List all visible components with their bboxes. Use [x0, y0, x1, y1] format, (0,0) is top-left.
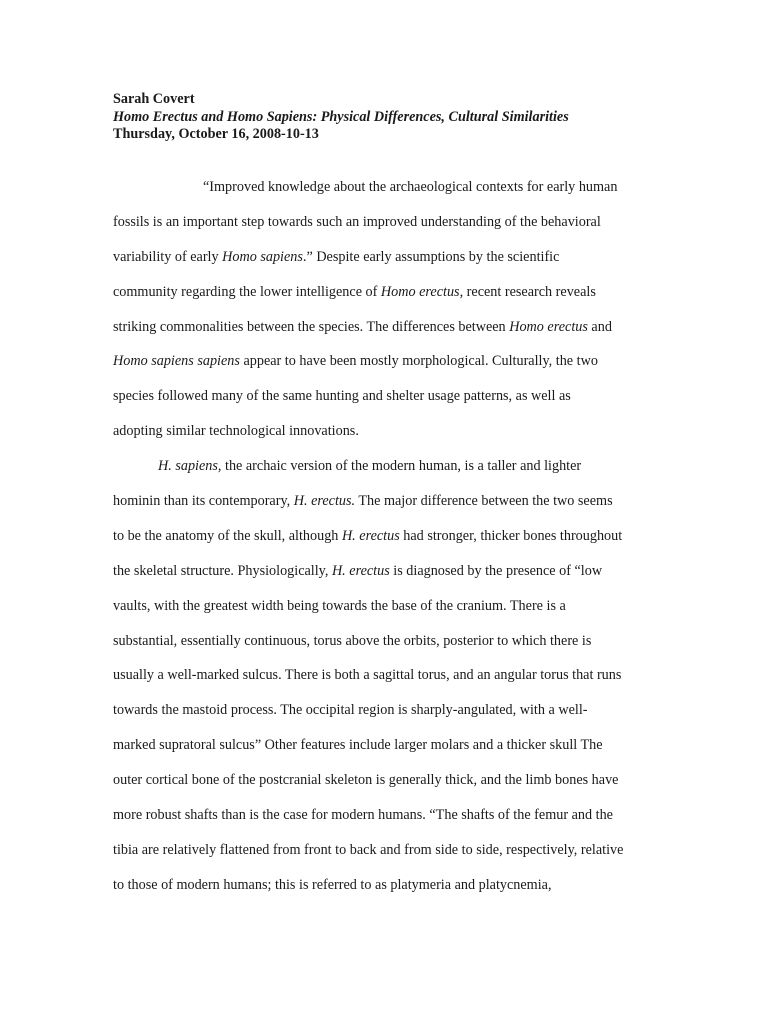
- text-line: [113, 839, 673, 874]
- italic-term: Homo sapiens sapiens: [113, 353, 240, 370]
- text-segment: substantial, essentially continuous, torus above the orbits, posterior to which there is: [113, 632, 592, 649]
- text-segment: towards the mastoid process. The occipital region is sharply-angulated, with a well-: [113, 702, 588, 719]
- author-name: Sarah Covert: [113, 91, 195, 107]
- text-segment: is diagnosed by the presence of “low: [389, 562, 603, 579]
- text-segment: the skeletal structure. Physiologically,: [113, 562, 332, 579]
- text-segment: hominin than its contemporary,: [113, 493, 294, 510]
- essay-date: Thursday, October 16, 2008-10-13: [113, 126, 319, 142]
- text-line: [113, 490, 673, 525]
- text-line: [113, 455, 673, 490]
- text-segment: tibia are relatively flattened from front to back and from side to side, respectively, relative: [113, 841, 624, 858]
- text-segment: striking commonalities between the species. The differences between: [113, 318, 510, 335]
- italic-term: H. erectus: [341, 527, 400, 544]
- text-line: [113, 211, 673, 246]
- text-segment: more robust shafts than is the case for modern humans. “The shafts of the femur and the: [113, 807, 613, 824]
- text-line: [113, 630, 673, 665]
- text-segment: the archaic version of the modern human, is a taller and lighter: [221, 458, 582, 475]
- text-segment: “Improved knowledge about the archaeological contexts for early human: [203, 179, 618, 195]
- text-line: [113, 874, 673, 909]
- text-segment: variability of early: [113, 248, 223, 265]
- italic-term: H. sapiens,: [158, 458, 222, 475]
- text-segment: usually a well-marked sulcus. There is both a sagittal torus, and an angular torus that runs: [113, 667, 622, 684]
- text-line: [113, 176, 673, 211]
- text-segment: to those of modern humans; this is referred to as platymeria and platycnemia,: [113, 876, 552, 893]
- text-line: [113, 664, 673, 699]
- text-segment: marked supratoral sulcus” Other features include larger molars and a thicker skull The: [113, 737, 603, 754]
- text-line: [113, 560, 673, 595]
- text-segment: to be the anatomy of the skull, although: [113, 527, 342, 544]
- italic-term: Homo erectus: [509, 318, 588, 335]
- text-line: [113, 804, 673, 839]
- italic-term: H. erectus.: [293, 493, 356, 510]
- text-segment: fossils is an important step towards such an improved understanding of the behavioral: [113, 213, 601, 230]
- text-segment: appear to have been mostly morphological. Culturally, the two: [239, 353, 598, 370]
- text-line: [113, 525, 673, 560]
- text-segment: and: [587, 318, 612, 335]
- text-line: [113, 595, 673, 630]
- text-segment: adopting similar technological innovations.: [113, 423, 359, 440]
- text-line: [113, 734, 673, 769]
- essay-title: Homo Erectus and Homo Sapiens: Physical Differences, Cultural Similarities: [113, 108, 569, 125]
- text-segment: community regarding the lower intelligence of: [113, 283, 381, 300]
- text-line: [113, 769, 673, 804]
- text-line: [113, 316, 673, 351]
- text-line: [113, 350, 673, 385]
- italic-term: Homo sapiens: [222, 248, 303, 265]
- document-header: [113, 91, 673, 144]
- text-line: [113, 420, 673, 455]
- text-line: [113, 385, 673, 420]
- essay-body: [113, 176, 673, 909]
- text-segment: recent research reveals: [463, 283, 596, 300]
- text-line: [113, 281, 673, 316]
- text-line: [113, 246, 673, 281]
- italic-term: H. erectus: [331, 562, 390, 579]
- text-segment: .” Despite early assumptions by the scientific: [302, 248, 560, 265]
- text-segment: The major difference between the two seems: [355, 493, 613, 510]
- text-segment: vaults, with the greatest width being towards the base of the cranium. There is a: [113, 597, 566, 614]
- text-line: [113, 699, 673, 734]
- italic-term: Homo erectus,: [380, 283, 464, 300]
- text-segment: species followed many of the same hunting and shelter usage patterns, as well as: [113, 388, 571, 405]
- text-segment: had stronger, thicker bones throughout: [399, 527, 623, 544]
- text-segment: outer cortical bone of the postcranial skeleton is generally thick, and the limb bones have: [113, 772, 619, 789]
